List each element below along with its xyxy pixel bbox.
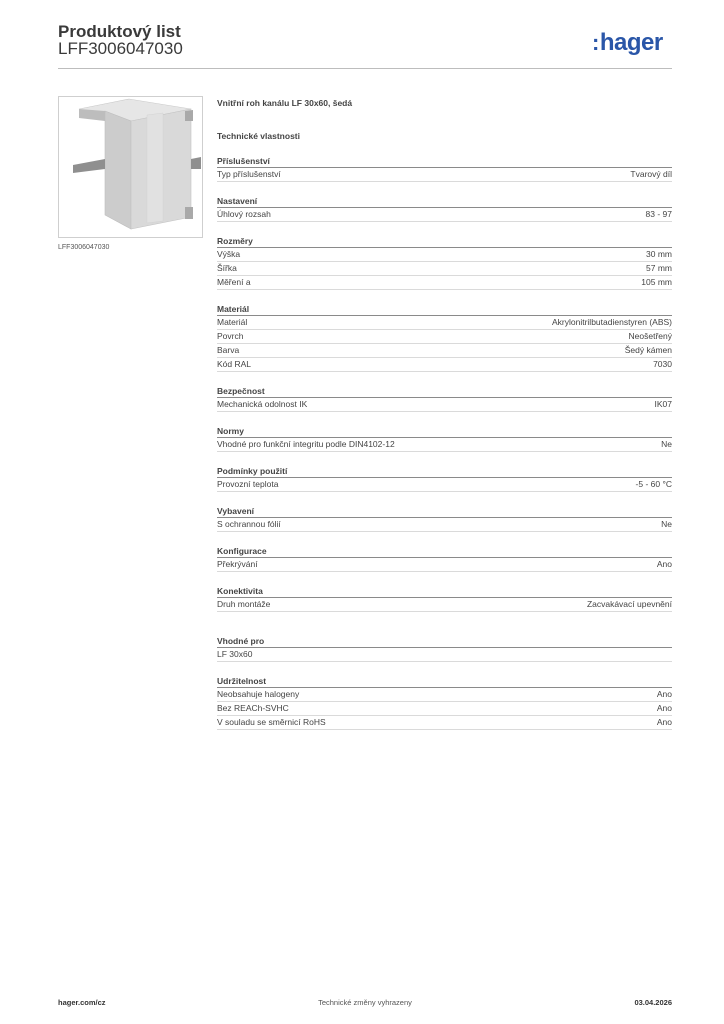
- section-title: Bezpečnost: [217, 385, 672, 398]
- image-caption: LFF3006047030: [58, 244, 110, 251]
- spec-section: [217, 303, 672, 372]
- disclaimer: Technické změny vyhrazeny: [318, 998, 412, 1007]
- spec-value: Ano: [656, 717, 672, 727]
- spec-row: [217, 558, 672, 572]
- spec-section: [217, 585, 672, 612]
- tech-heading: Technické vlastnosti: [217, 131, 300, 141]
- spec-value: Neošetřený: [628, 331, 672, 341]
- website-link[interactable]: hager.com/cz: [58, 998, 106, 1007]
- spec-value: 105 mm: [641, 277, 672, 287]
- spec-row: [217, 598, 672, 612]
- spec-value: Ne: [661, 519, 672, 529]
- logo-mark-icon: :: [592, 30, 599, 55]
- spec-row: [217, 478, 672, 492]
- spec-row: [217, 208, 672, 222]
- spec-section: [217, 675, 672, 730]
- spec-row: [217, 398, 672, 412]
- spec-value: Ano: [656, 703, 672, 713]
- logo-text: hager: [599, 29, 663, 56]
- section-title: Normy: [217, 425, 672, 438]
- spec-section: [217, 195, 672, 222]
- page-footer: [58, 998, 672, 1010]
- product-title: Vnitřní roh kanálu LF 30x60, šedá: [217, 98, 353, 108]
- section-title: Udržitelnost: [217, 675, 672, 688]
- product-code: LFF3006047030: [58, 39, 183, 58]
- product-image: [58, 96, 203, 238]
- spec-label: Mechanická odolnost IK: [217, 399, 308, 409]
- spec-label: Povrch: [217, 331, 244, 341]
- section-title: Vhodné pro: [217, 635, 672, 648]
- spec-row: [217, 518, 672, 532]
- spec-row: [217, 358, 672, 372]
- spec-row: [217, 276, 672, 290]
- spec-label: V souladu se směrnicí RoHS: [217, 717, 326, 727]
- spec-label: Provozní teplota: [217, 479, 279, 489]
- spec-row: [217, 248, 672, 262]
- spec-section: [217, 155, 672, 182]
- spec-value: 57 mm: [646, 263, 672, 273]
- spec-label: Vhodné pro funkční integritu podle DIN4102-12: [217, 439, 395, 449]
- spec-label: Druh montáže: [217, 599, 271, 609]
- spec-section: [217, 425, 672, 452]
- spec-section: [217, 545, 672, 572]
- section-title: Podmínky použití: [217, 465, 672, 478]
- spec-label: Měření a: [217, 277, 251, 287]
- spec-value: Ne: [661, 439, 672, 449]
- spec-value: -5 - 60 °C: [635, 479, 672, 489]
- spec-label: Barva: [217, 345, 240, 355]
- corner-duct-product-icon: [59, 97, 202, 237]
- section-title: Konfigurace: [217, 545, 672, 558]
- spec-sheet: [217, 97, 672, 730]
- print-date: 03.04.2026: [634, 998, 672, 1007]
- spec-label: Materiál: [217, 317, 248, 327]
- spec-section: [217, 635, 672, 662]
- spec-value: Šedý kámen: [624, 345, 672, 355]
- spec-label: Bez REACh-SVHC: [217, 703, 289, 713]
- spec-section: [217, 235, 672, 290]
- spec-label: Úhlový rozsah: [217, 209, 271, 219]
- spec-section: [217, 385, 672, 412]
- spec-label: Neobsahuje halogeny: [217, 689, 300, 699]
- spec-value: Akrylonitrilbutadienstyren (ABS): [552, 317, 672, 327]
- spec-label: Překrývání: [217, 559, 258, 569]
- spec-row: [217, 702, 672, 716]
- section-title: Materiál: [217, 303, 672, 316]
- spec-value: Tvarový díl: [630, 169, 672, 179]
- spec-value: Zacvakávací upevnění: [586, 599, 672, 609]
- section-title: Nastavení: [217, 195, 672, 208]
- spec-value: 7030: [653, 359, 672, 369]
- spec-label: LF 30x60: [217, 649, 253, 659]
- page-title: Produktový list: [58, 22, 181, 41]
- spec-value: Ano: [656, 689, 672, 699]
- spec-label: Šířka: [217, 263, 237, 273]
- spec-value: 30 mm: [646, 249, 672, 259]
- spec-row: [217, 648, 672, 662]
- section-title: Konektivita: [217, 585, 672, 598]
- spec-label: Výška: [217, 249, 241, 259]
- spec-row: [217, 330, 672, 344]
- spec-row: [217, 716, 672, 730]
- section-title: Vybavení: [217, 505, 672, 518]
- spec-value: 83 - 97: [645, 209, 672, 219]
- section-title: Rozměry: [217, 235, 672, 248]
- spec-section: [217, 465, 672, 492]
- spec-value: Ano: [656, 559, 672, 569]
- section-title: Příslušenství: [217, 155, 672, 168]
- spec-label: Typ příslušenství: [217, 169, 281, 179]
- spec-label: Kód RAL: [217, 359, 252, 369]
- spec-row: [217, 438, 672, 452]
- spec-row: [217, 316, 672, 330]
- spec-row: [217, 168, 672, 182]
- spec-row: [217, 344, 672, 358]
- spec-row: [217, 262, 672, 276]
- spec-label: S ochrannou fólií: [217, 519, 281, 529]
- spec-row: [217, 688, 672, 702]
- spec-section: [217, 505, 672, 532]
- hager-logo[interactable]: [592, 29, 663, 57]
- header-divider: [58, 68, 672, 69]
- spec-value: IK07: [654, 399, 672, 409]
